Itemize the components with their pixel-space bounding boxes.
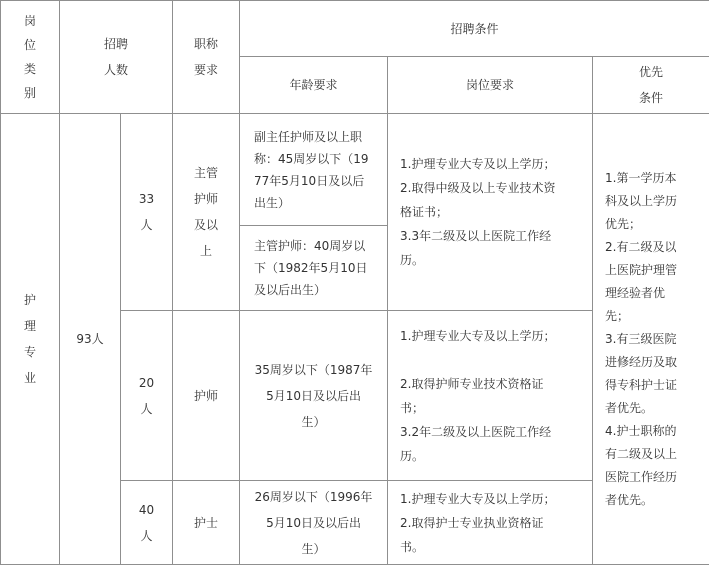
- row1-requirements: 1.护理专业大专及以上学历； 2.取得中级及以上专业技术资 格证书； 3.3年二级及以上医院工作经 历。: [388, 114, 593, 311]
- row2-count: 20 人: [121, 311, 173, 481]
- header-headcount: 招聘 人数: [60, 1, 173, 114]
- total-headcount: 93人: [60, 114, 121, 565]
- header-age-requirement: 年龄要求: [240, 57, 388, 114]
- row3-requirements: 1.护理专业大专及以上学历； 2.取得护士专业执业资格证 书。: [388, 481, 593, 565]
- header-title-requirement: 职称 要求: [173, 1, 240, 114]
- row1-age-part1: 副主任护师及以上职 称：45周岁以下（19 77年5月10日及以后 出生）: [240, 114, 388, 226]
- row1-count: 33 人: [121, 114, 173, 311]
- row3-age: 26周岁以下（1996年 5月10日及以后出 生）: [240, 481, 388, 565]
- header-conditions: 招聘条件: [240, 1, 709, 57]
- row2-title: 护师: [173, 311, 240, 481]
- row1-title: 主管 护师 及以 上: [173, 114, 240, 311]
- priority-conditions: 1.第一学历本 科及以上学历 优先； 2.有二级及以 上医院护理管 理经验者优 先； 3.有三级医院 进修经历及取 得专科护士证 者优先。 4.护士职称的 有二级及以上 医院工作经历 者优先。: [593, 114, 709, 565]
- header-position-requirement: 岗位要求: [388, 57, 593, 114]
- row3-count: 40 人: [121, 481, 173, 565]
- header-category: 岗 位 类 别: [1, 1, 60, 114]
- row1-age-part2: 主管护师：40周岁以 下（1982年5月10日 及以后出生）: [240, 226, 388, 311]
- row2-age: 35周岁以下（1987年 5月10日及以后出 生）: [240, 311, 388, 481]
- row2-requirements: 1.护理专业大专及以上学历； 2.取得护师专业技术资格证 书； 3.2年二级及以上医院工作经 历。: [388, 311, 593, 481]
- category-cell: 护 理 专 业: [1, 114, 60, 565]
- header-priority: 优先 条件: [593, 57, 709, 114]
- row3-title: 护士: [173, 481, 240, 565]
